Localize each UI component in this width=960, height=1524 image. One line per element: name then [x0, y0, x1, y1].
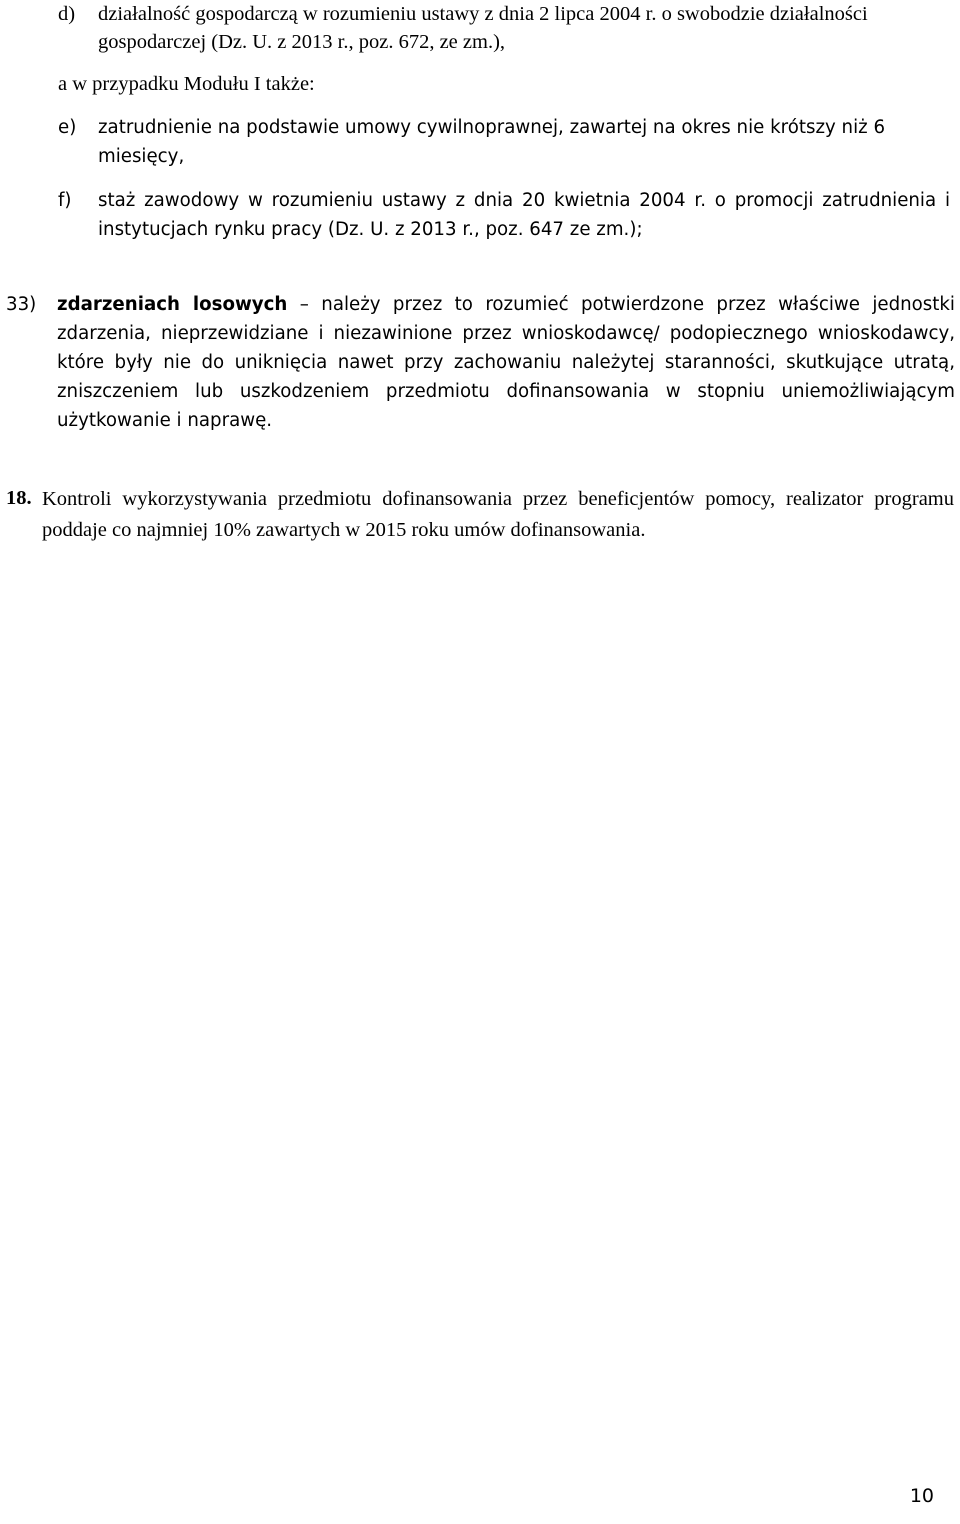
section-18 — [6, 484, 956, 579]
list-item-e — [58, 113, 948, 175]
section-18-number: 18. — [6, 487, 32, 509]
list-marker-e: e) — [58, 117, 77, 138]
definition-33-text: – należy przez to rozumieć potwierdzone przez właściwe jednostki zdarzenia, nieprzewidziane i niezawinione przez wnioskodawcę/ podopiecznego wnioskodawcy, które były nie do uniknięcia nawet przy zachowaniu należytej staranności, skutkujące utratą, zniszczeniem lub uszkodzeniem przedmiotu dofinansowania w stopniu uniemożliwiającym użytkowanie i naprawę. — [57, 294, 955, 431]
list-marker-d: d) — [58, 3, 76, 25]
list-item-f-text: staż zawodowy w rozumieniu ustawy z dnia 20 kwietnia 2004 r. o promocji zatrudnienia i instytucjach rynku pracy (Dz. U. z 2013 r., poz. 647 ze zm.); — [98, 190, 950, 240]
list-marker-f: f) — [58, 190, 72, 211]
list-item-d — [58, 0, 938, 60]
list-item-d-text: działalność gospodarczą w rozumieniu ustawy z dnia 2 lipca 2004 r. o swobodzie działalności gospodarczej (Dz. U. z 2013 r., poz. 672, ze zm.), — [98, 3, 868, 53]
list-item-e-text: zatrudnienie na podstawie umowy cywilnoprawnej, zawartej na okres nie krótszy niż 6 miesięcy, — [98, 117, 886, 167]
list-item-f — [58, 186, 948, 276]
definition-33 — [6, 290, 956, 440]
module-intro: a w przypadku Modułu I także: — [58, 73, 315, 95]
section-18-text: Kontroli wykorzystywania przedmiotu dofinansowania przez beneficjentów pomocy, realizator programu poddaje co najmniej 10% zawartych w 2015 roku umów dofinansowania. — [42, 488, 954, 541]
definition-33-term: zdarzeniach losowych — [57, 294, 288, 315]
page-number: 10 — [909, 1485, 934, 1507]
definition-33-number: 33) — [6, 294, 37, 315]
definition-33-body — [57, 290, 955, 435]
